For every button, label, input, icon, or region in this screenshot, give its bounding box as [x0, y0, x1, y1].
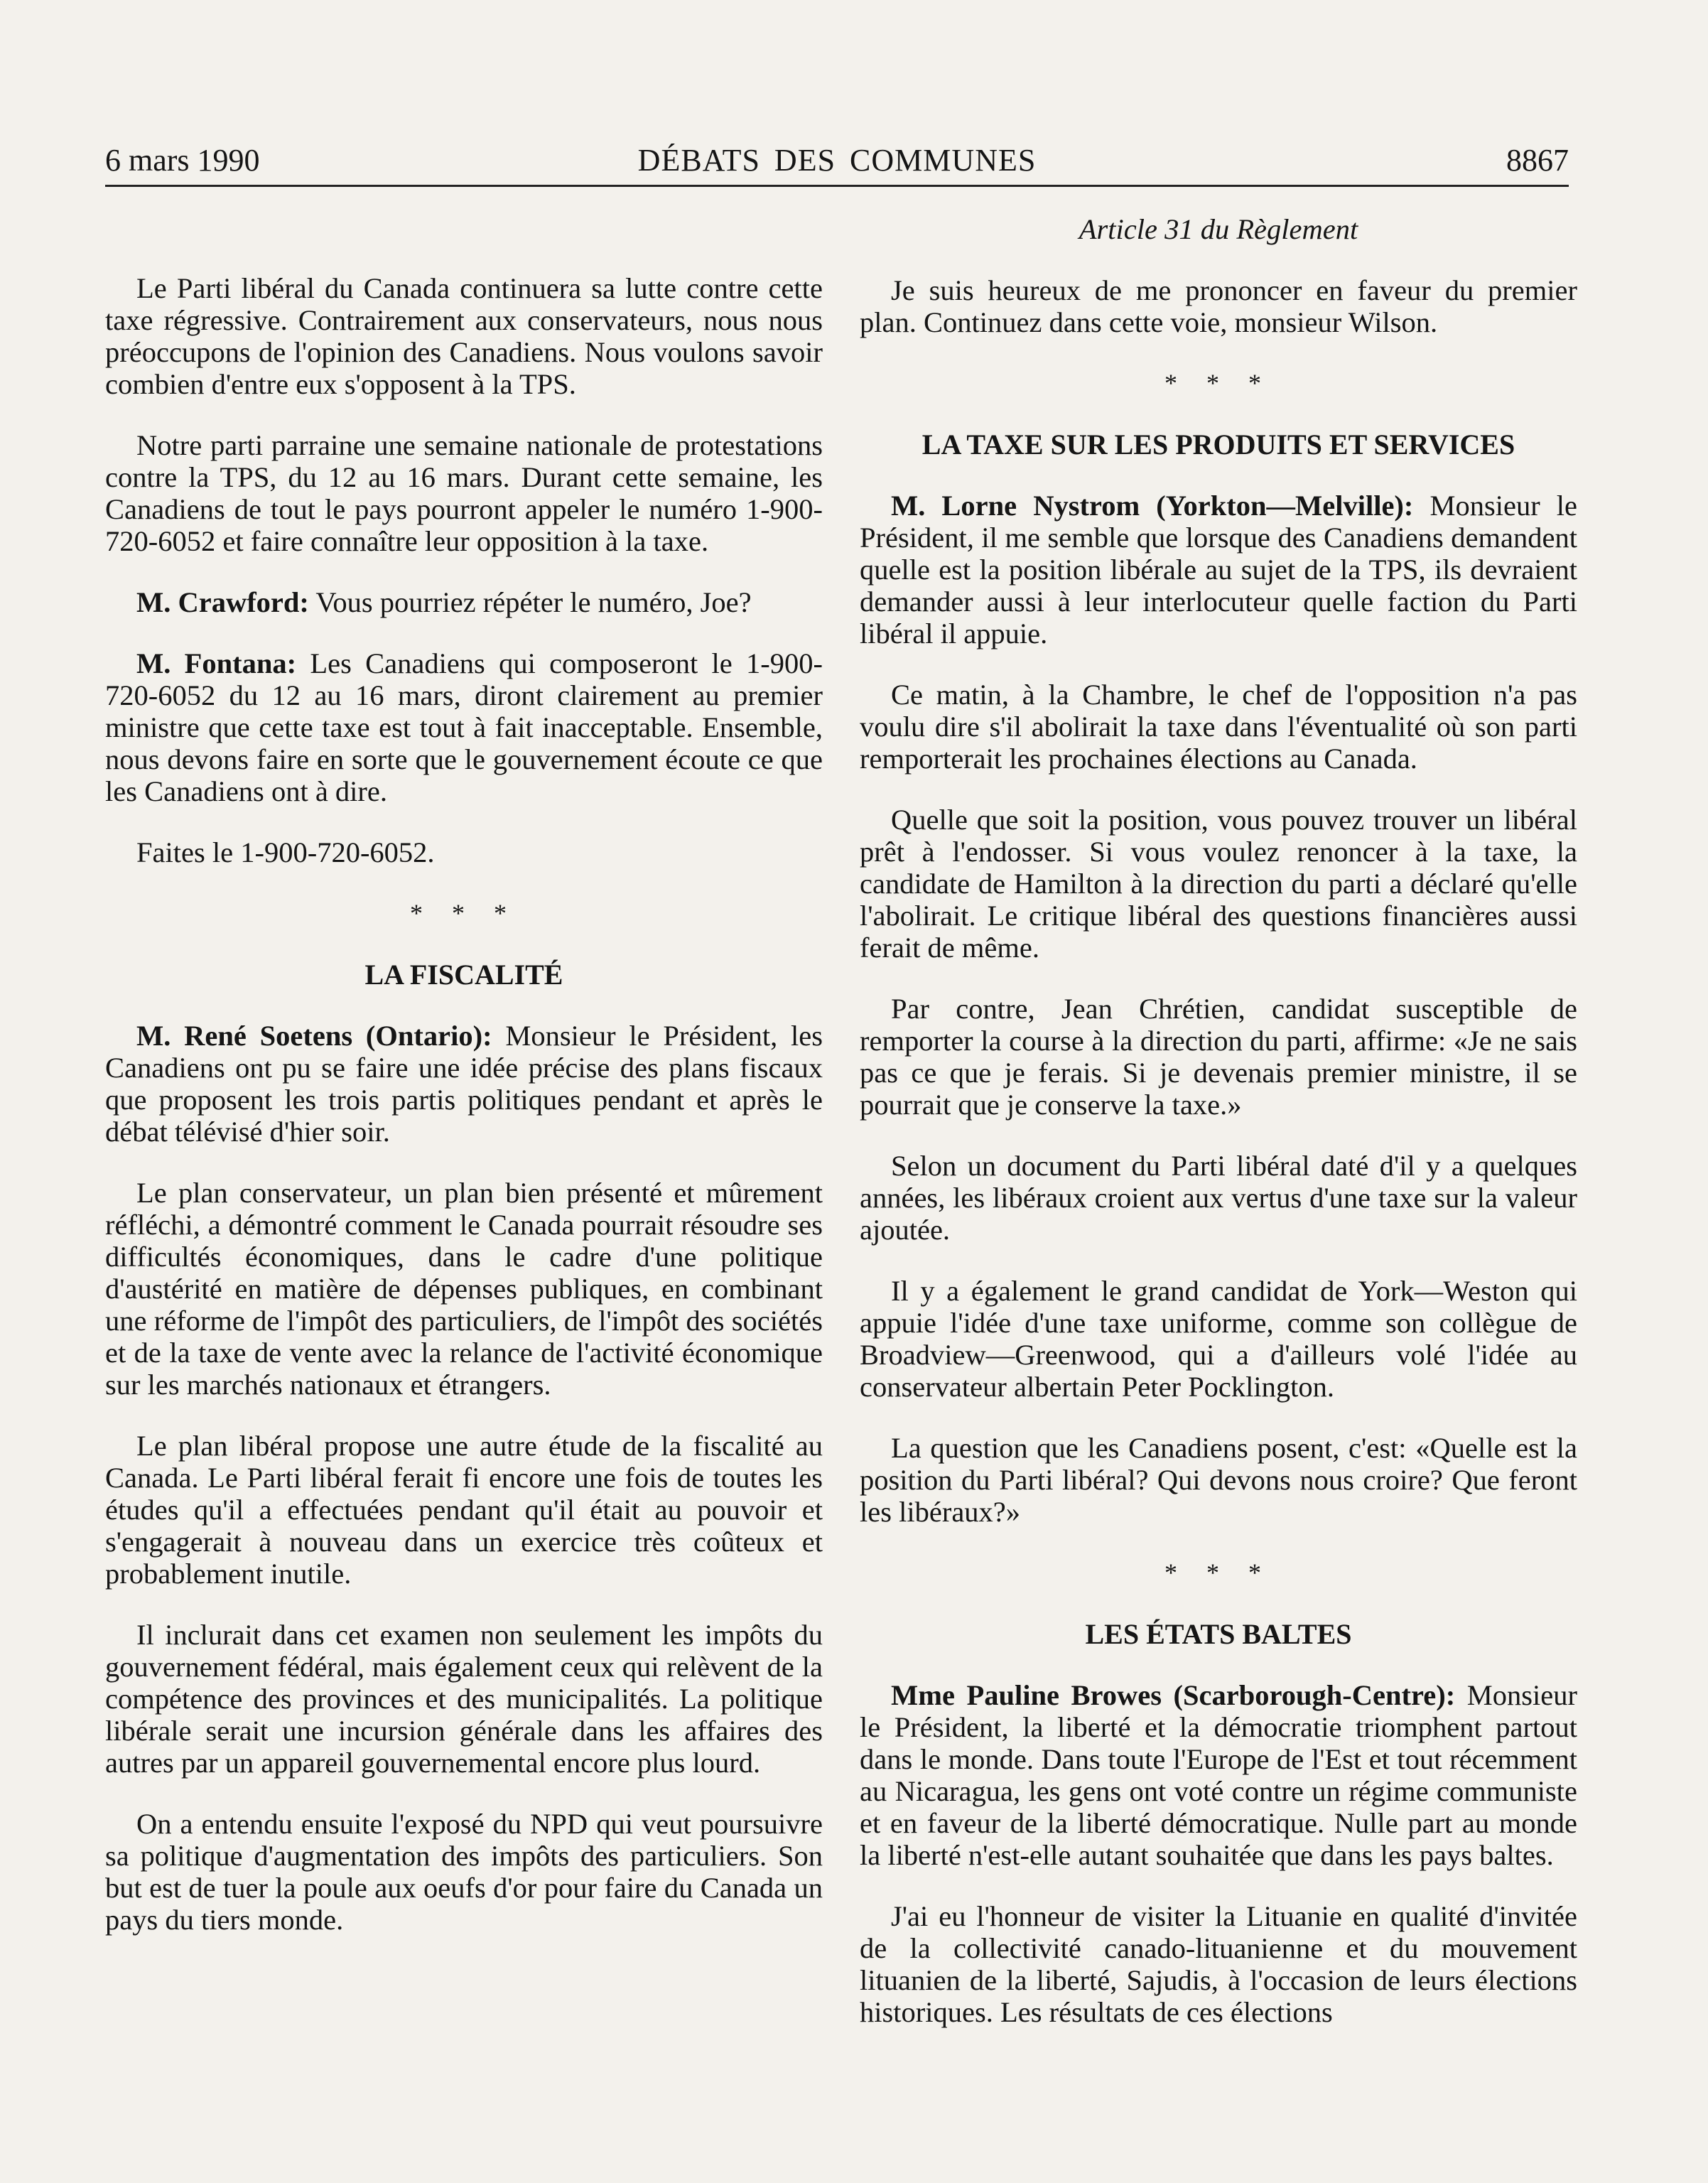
speaker-name: M. Lorne Nystrom (Yorkton—Melville): — [891, 490, 1414, 522]
paragraph: Le plan libéral propose une autre étude de la fiscalité au Canada. Le Parti libéral ferait fi encore une fois de toutes les études qu'il a effectuées pendant qu'il était au pouvoir et s'engagerait à nouveau dans un exercice très coûteux et probablement inutile. — [105, 1430, 823, 1590]
section-separator: * * * — [1164, 369, 1272, 397]
speaker-name: Mme Pauline Browes (Scarborough-Centre): — [891, 1679, 1456, 1711]
column-spacer — [105, 245, 823, 272]
header-page-number: 8867 — [1506, 143, 1569, 178]
column-spacer — [105, 213, 823, 245]
speech-text: Les Canadiens qui composeront le 1-900-720-6052 du 12 au 16 mars, diront clairement au premier ministre que cette taxe est tout à fait inacceptable. Ensemble, nous devons faire en sorte que le gouvernement écoute ce que les Canadiens ont à dire. — [105, 647, 823, 807]
paragraph: Le Parti libéral du Canada continuera sa lutte contre cette taxe régressive. Contrairement aux conservateurs, nous nous préoccupons de l'opinion des Canadiens. Nous voulons savoir combien d'entre eux s'opposent à la TPS. — [105, 272, 823, 400]
section-separator: * * * — [1164, 1558, 1272, 1587]
section-heading: LA FISCALITÉ — [364, 959, 563, 991]
right-column — [860, 213, 1577, 2057]
speech-text: Monsieur le Président, il me semble que lorsque des Canadiens demandent quelle est la position libérale au sujet de la TPS, ils devraient demander aussi à leur interlocuteur quelle faction du Parti libéral il appuie. — [860, 490, 1578, 649]
paragraph: J'ai eu l'honneur de visiter la Lituanie en qualité d'invitée de la collectivité canado-lituanienne et du mouvement lituanien de la liberté, Sajudis, à l'occasion de leurs élections historiques. Les résultats de ces élections — [860, 1900, 1577, 2028]
paragraph: Par contre, Jean Chrétien, candidat susceptible de remporter la course à la direction du parti, affirme: «Je ne sais pas ce que je ferais. Si je devenais premier ministre, il se pourrait que je conserve la taxe.» — [860, 993, 1577, 1121]
left-column — [105, 213, 823, 1965]
speech-paragraph — [105, 586, 823, 618]
paragraph: Ce matin, à la Chambre, le chef de l'opposition n'a pas voulu dire s'il abolirait la taxe dans l'éventualité où son parti remporterait les prochaines élections au Canada. — [860, 679, 1577, 775]
section-separator: * * * — [410, 899, 518, 927]
header-rule — [105, 185, 1569, 187]
page-header — [105, 142, 1569, 186]
header-title: DÉBATS DES COMMUNES — [637, 143, 1037, 178]
paragraph: Le plan conservateur, un plan bien présenté et mûrement réfléchi, a démontré comment le Canada pourrait résoudre ses difficultés économiques, dans le cadre d'une politique d'austérité en matière de dépenses publiques, en combinant une réforme de l'impôt des particuliers, de l'impôt des sociétés et de la taxe de vente avec la relance de l'activité économique sur les marchés nationaux et étrangers. — [105, 1177, 823, 1401]
speech-paragraph — [860, 490, 1577, 649]
paragraph: Il inclurait dans cet examen non seulement les impôts du gouvernement fédéral, mais également ceux qui relèvent de la compétence des provinces et des municipalités. La politique libérale serait une incursion générale dans les affaires des autres par un appareil gouvernemental encore plus lourd. — [105, 1619, 823, 1779]
section-heading: LA TAXE SUR LES PRODUITS ET SERVICES — [921, 428, 1515, 460]
rule-heading: Article 31 du Règlement — [1079, 213, 1358, 245]
paragraph: Notre parti parraine une semaine nationale de protestations contre la TPS, du 12 au 16 mars. Durant cette semaine, les Canadiens de tout le pays pourront appeler le numéro 1-900-720-6052 et faire connaître leur opposition à la taxe. — [105, 429, 823, 557]
paragraph: Je suis heureux de me prononcer en faveur du premier plan. Continuez dans cette voie, monsieur Wilson. — [860, 274, 1577, 338]
speaker-name: M. René Soetens (Ontario): — [136, 1020, 492, 1052]
speech-text: Monsieur le Président, les Canadiens ont pu se faire une idée précise des plans fiscaux que proposent les trois partis politiques pendant et après le débat télévisé d'hier soir. — [105, 1020, 823, 1148]
speaker-name: M. Crawford: — [136, 586, 309, 618]
header-date: 6 mars 1990 — [105, 143, 260, 178]
paragraph: Faites le 1-900-720-6052. — [136, 836, 435, 868]
paragraph: On a entendu ensuite l'exposé du NPD qui veut poursuivre sa politique d'augmentation des impôts des particuliers. Son but est de tuer la poule aux oeufs d'or pour faire du Canada un pays du tiers monde. — [105, 1808, 823, 1936]
speech-paragraph — [860, 1679, 1577, 1871]
paragraph: Selon un document du Parti libéral daté d'il y a quelques années, les libéraux croient aux vertus d'une taxe sur la valeur ajoutée. — [860, 1150, 1577, 1246]
paragraph: Quelle que soit la position, vous pouvez trouver un libéral prêt à l'endosser. Si vous voulez renoncer à la taxe, la candidate de Hamilton à la direction du parti a déclaré qu'elle l'abolirait. Le critique libéral des questions financières aussi ferait de même. — [860, 804, 1577, 964]
section-heading: LES ÉTATS BALTES — [1085, 1618, 1352, 1650]
speech-paragraph — [105, 647, 823, 807]
speech-text: Monsieur le Président, la liberté et la démocratie triomphent partout dans le monde. Dans toute l'Europe de l'Est et tout récemment au Nicaragua, les gens ont voté contre un régime communiste et en faveur de la liberté démocratique. Nulle part au monde la liberté n'est-elle autant souhaitée que dans les pays baltes. — [860, 1679, 1577, 1871]
speech-text: Vous pourriez répéter le numéro, Joe? — [308, 586, 752, 618]
paragraph: La question que les Canadiens posent, c'est: «Quelle est la position du Parti libéral? Qui devons nous croire? Que feront les libéraux?» — [860, 1432, 1577, 1528]
paragraph: Il y a également le grand candidat de York—Weston qui appuie l'idée d'une taxe uniforme, comme son collègue de Broadview—Greenwood, qui a d'ailleurs volé l'idée au conservateur albertain Peter Pocklington. — [860, 1275, 1577, 1403]
speaker-name: M. Fontana: — [136, 647, 297, 679]
speech-paragraph — [105, 1020, 823, 1148]
